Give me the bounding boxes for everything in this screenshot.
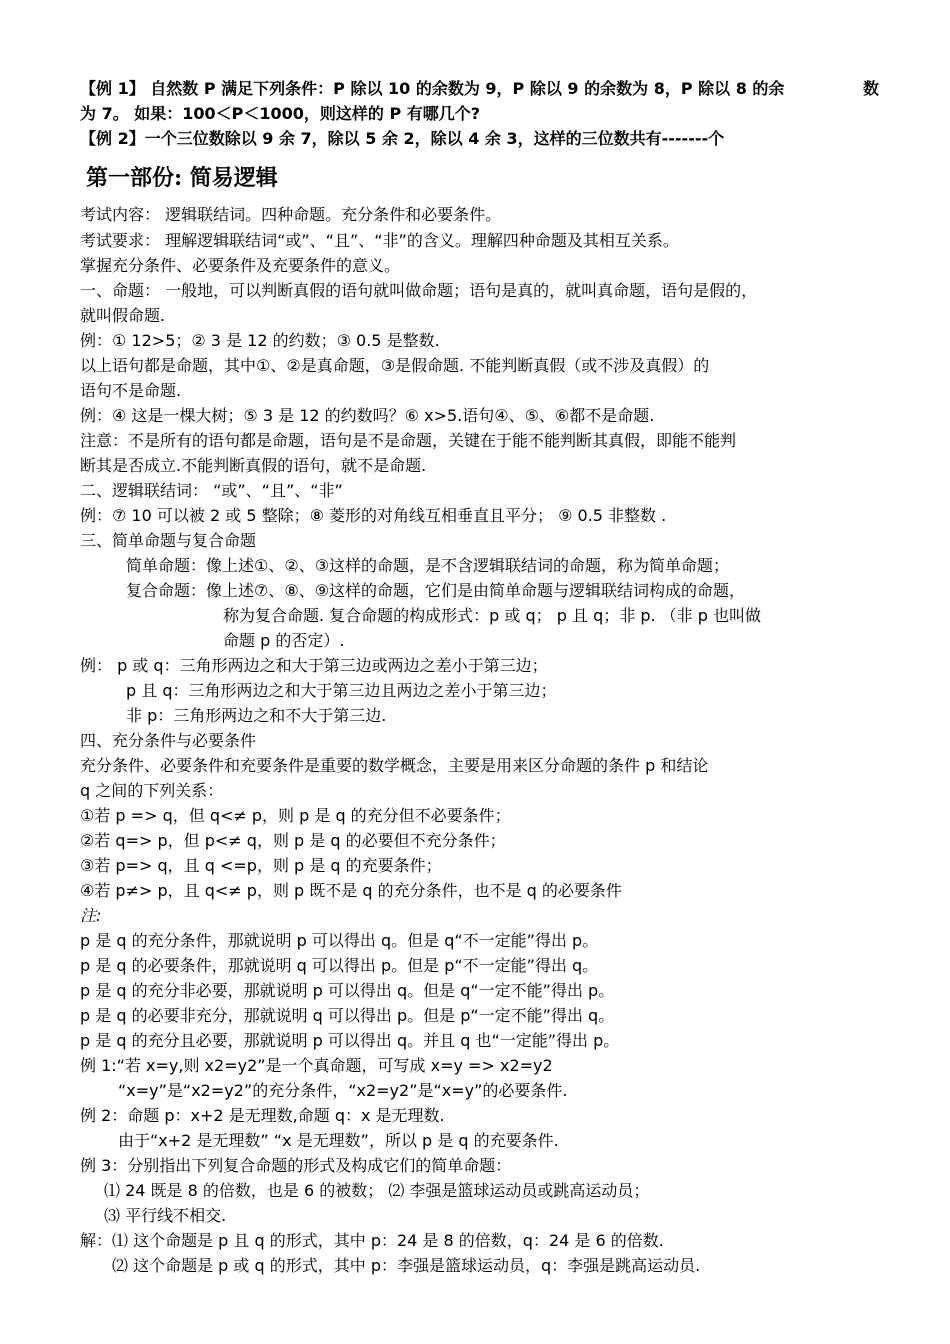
exam-requirement-2: 掌握充分条件、必要条件及充要条件的意义。 bbox=[80, 256, 401, 275]
s3-line-4: 称为复合命题. 复合命题的构成形式：p 或 q； p 且 q；非 p. （非 p 也叫做 bbox=[223, 606, 761, 625]
s4-line-6: ③若 p=> q，且 q <=p，则 p 是 q 的充要条件； bbox=[80, 856, 442, 875]
example-3c: ⑶ 平行线不相交. bbox=[104, 1206, 227, 1225]
s1-line-8: 断其是否成立.不能判断真假的语句，就不是命题. bbox=[80, 456, 427, 475]
example-2b: 由于“x+2 是无理数” “x 是无理数”，所以 p 是 q 的充要条件. bbox=[118, 1131, 559, 1150]
exam-content: 考试内容： 逻辑联结词。四种命题。充分条件和必要条件。 bbox=[80, 205, 502, 224]
s1-line-1: 一、命题： 一般地，可以判断真假的语句就叫做命题；语句是真的，就叫真命题，语句是假的， bbox=[80, 281, 758, 300]
s3-line-6: 例： p 或 q：三角形两边之和大于第三边或两边之差小于第三边； bbox=[80, 656, 548, 675]
s1-line-4: 以上语句都是命题，其中①、②是真命题，③是假命题. 不能判断真假（或不涉及真假）的 bbox=[80, 356, 710, 375]
solution-2: ⑵ 这个命题是 p 或 q 的形式，其中 p：李强是篮球运动员，q：李强是跳高运动员. bbox=[112, 1256, 701, 1275]
s1-line-5: 语句不是命题. bbox=[80, 381, 182, 400]
example-2a: 例 2：命题 p：x+2 是无理数,命题 q：x 是无理数. bbox=[80, 1106, 445, 1125]
example-1-line-1: 【例 1】 自然数 P 满足下列条件：P 除以 10 的余数为 9，P 除以 9 的余数为 8，P 除以 8 的余 bbox=[80, 79, 785, 98]
s3-line-3: 复合命题：像上述⑦、⑧、⑨这样的命题，它们是由简单命题与逻辑联结词构成的命题， bbox=[126, 581, 746, 600]
example-1-line-1-tail: 数 bbox=[863, 79, 880, 98]
s4-line-4: ①若 p => q，但 q<≠ p，则 p 是 q 的充分但不必要条件； bbox=[80, 806, 511, 825]
s1-line-6: 例：④ 这是一棵大树；⑤ 3 是 12 的约数吗？⑥ x>5.语句④、⑤、⑥都不是命题. bbox=[80, 406, 655, 425]
note-4: p 是 q 的必要非充分，那就说明 q 可以得出 p。但是 p“一定不能”得出 q。 bbox=[80, 1006, 615, 1025]
s4-line-3: q 之间的下列关系： bbox=[80, 781, 224, 800]
s1-line-7: 注意：不是所有的语句都是命题，语句是不是命题，关键在于能不能判断其真假，即能不能判 bbox=[80, 431, 737, 450]
example-1b: “x=y”是“x2=y2”的充分条件，“x2=y2”是“x=y”的必要条件. bbox=[118, 1081, 568, 1100]
s3-line-8: 非 p：三角形两边之和不大于第三边. bbox=[126, 706, 387, 725]
example-3a: 例 3：分别指出下列复合命题的形式及构成它们的简单命题： bbox=[80, 1156, 512, 1175]
note-2: p 是 q 的必要条件，那就说明 q 可以得出 p。但是 p“不一定能”得出 q。 bbox=[80, 956, 599, 975]
s3-line-2: 简单命题：像上述①、②、③这样的命题，是不含逻辑联结词的命题，称为简单命题； bbox=[126, 556, 730, 575]
note-5: p 是 q 的充分且必要，那就说明 p 可以得出 q。并且 q 也“一定能”得出 p。 bbox=[80, 1031, 620, 1050]
s3-line-5: 命题 p 的否定）. bbox=[223, 631, 345, 650]
s4-line-1: 四、充分条件与必要条件 bbox=[80, 731, 257, 750]
note-1: p 是 q 的充分条件，那就说明 p 可以得出 q。但是 q“不一定能”得出 p。 bbox=[80, 931, 599, 950]
example-1a: 例 1:“若 x=y,则 x2=y2”是一个真命题，可写成 x=y => x2=y2 bbox=[80, 1056, 553, 1075]
example-3b: ⑴ 24 既是 8 的倍数，也是 6 的被数； ⑵ 李强是篮球运动员或跳高运动员； bbox=[104, 1181, 650, 1200]
s3-line-7: p 且 q：三角形两边之和大于第三边且两边之差小于第三边； bbox=[126, 681, 557, 700]
section-title: 第一部份: 简易逻辑 bbox=[86, 165, 278, 191]
s1-line-2: 就叫假命题. bbox=[80, 306, 166, 325]
example-2-line: 【例 2】一个三位数除以 9 余 7，除以 5 余 2，除以 4 余 3，这样的三位数共有-------个 bbox=[80, 129, 725, 148]
exam-requirement-1: 考试要求： 理解逻辑联结词“或”、“且”、“非”的含义。理解四种命题及其相互关系。 bbox=[80, 231, 679, 250]
s4-line-7: ④若 p≠> p，且 q<≠ p，则 p 既不是 q 的充分条件，也不是 q 的必要条件 bbox=[80, 881, 622, 900]
s4-line-2: 充分条件、必要条件和充要条件是重要的数学概念，主要是用来区分命题的条件 p 和结论 bbox=[80, 756, 709, 775]
example-1-line-2: 为 7。 如果：100＜P＜1000，则这样的 P 有哪几个? bbox=[80, 104, 481, 123]
s2-line-1: 二、逻辑联结词： “或”、“且”、“非” bbox=[80, 481, 343, 500]
note-3: p 是 q 的充分非必要，那就说明 p 可以得出 q。但是 q“一定不能”得出 p。 bbox=[80, 981, 615, 1000]
solution-1: 解：⑴ 这个命题是 p 且 q 的形式，其中 p：24 是 8 的倍数，q：24 是 6 的倍数. bbox=[80, 1231, 664, 1250]
s4-line-5: ②若 q=> p，但 p<≠ q，则 p 是 q 的必要但不充分条件； bbox=[80, 831, 506, 850]
s1-line-3: 例：① 12>5；② 3 是 12 的约数；③ 0.5 是整数. bbox=[80, 331, 440, 350]
s2-line-2: 例：⑦ 10 可以被 2 或 5 整除；⑧ 菱形的对角线互相垂直且平分； ⑨ 0.5 非整数 . bbox=[80, 506, 667, 525]
note-label: 注: bbox=[80, 906, 102, 925]
s3-line-1: 三、简单命题与复合命题 bbox=[80, 531, 257, 550]
